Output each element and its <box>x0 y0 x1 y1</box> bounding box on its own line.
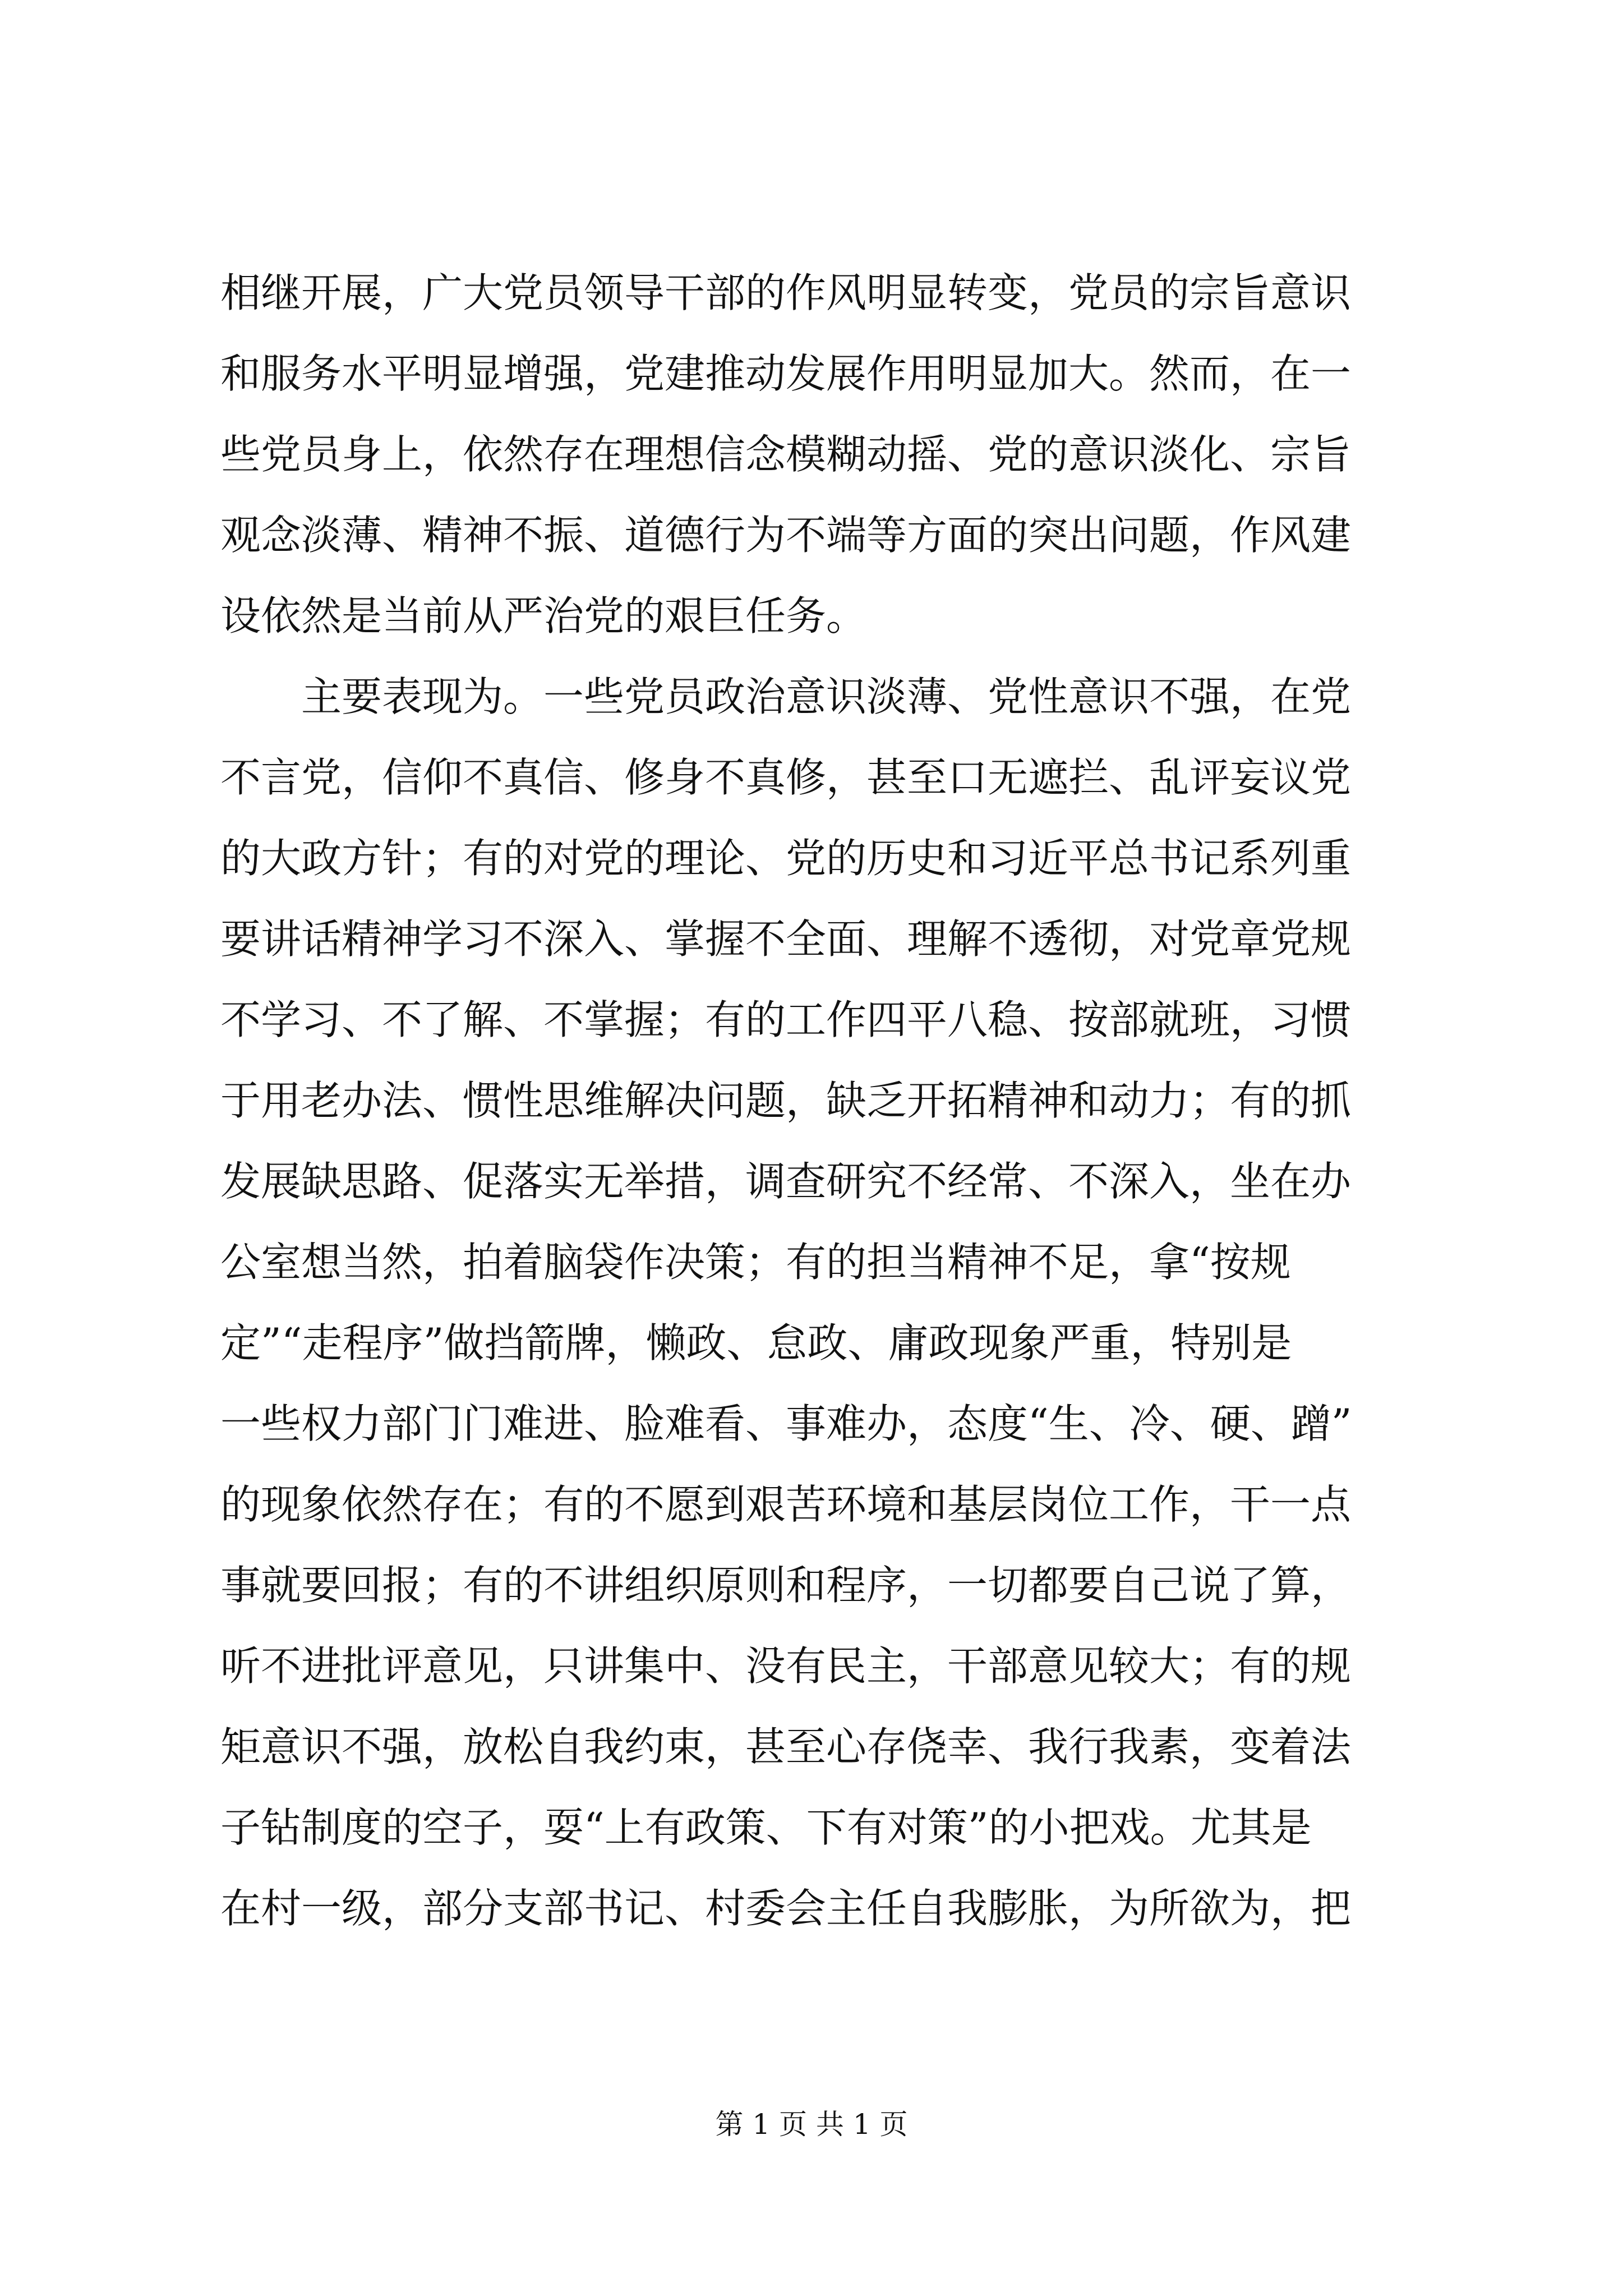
text-line: 相继开展，广大党员领导干部的作风明显转变，党员的宗旨意识 <box>220 269 1352 316</box>
text-line: 设依然是当前从严治党的艰巨任务。 <box>220 592 867 639</box>
text-line: 发展缺思路、促落实无举措，调查研究不经常、不深入，坐在办 <box>220 1158 1352 1205</box>
text-line: 不言党，信仰不真信、修身不真修，甚至口无遮拦、乱评妄议党 <box>220 754 1352 801</box>
text-line: 矩意识不强，放松自我约束，甚至心存侥幸、我行我素，变着法 <box>220 1723 1352 1770</box>
text-line: 事就要回报；有的不讲组织原则和程序，一切都要自己说了算， <box>220 1562 1352 1609</box>
text-line: 公室想当然，拍着脑袋作决策；有的担当精神不足，拿“按规 <box>220 1239 1291 1286</box>
text-line: 主要表现为。一些党员政治意识淡薄、党性意识不强，在党 <box>220 673 1352 720</box>
text-line: 一些权力部门门难进、脸难看、事难办，态度“生、冷、硬、蹭” <box>220 1400 1352 1447</box>
text-line: 的大政方针；有的对党的理论、党的历史和习近平总书记系列重 <box>220 835 1352 882</box>
text-line: 要讲话精神学习不深入、掌握不全面、理解不透彻，对党章党规 <box>220 915 1352 963</box>
text-line: 的现象依然存在；有的不愿到艰苦环境和基层岗位工作，干一点 <box>220 1481 1352 1528</box>
text-line: 不学习、不了解、不掌握；有的工作四平八稳、按部就班，习惯 <box>220 996 1352 1043</box>
text-line: 子钻制度的空子，耍“上有政策、下有对策”的小把戏。尤其是 <box>220 1804 1312 1851</box>
text-line: 和服务水平明显增强，党建推动发展作用明显加大。然而，在一 <box>220 350 1352 397</box>
text-line: 观念淡薄、精神不振、道德行为不端等方面的突出问题，作风建 <box>220 512 1352 559</box>
text-line: 听不进批评意见，只讲集中、没有民主，干部意见较大；有的规 <box>220 1642 1352 1690</box>
text-line: 在村一级，部分支部书记、村委会主任自我膨胀，为所欲为，把 <box>220 1885 1352 1932</box>
text-line: 定”“走程序”做挡箭牌，懒政、怠政、庸政现象严重，特别是 <box>220 1319 1292 1366</box>
text-line: 于用老办法、惯性思维解决问题，缺乏开拓精神和动力；有的抓 <box>220 1077 1352 1124</box>
text-line: 些党员身上，依然存在理想信念模糊动摇、党的意识淡化、宗旨 <box>220 431 1352 478</box>
page-number: 第 1 页 共 1 页 <box>715 2108 908 2141</box>
